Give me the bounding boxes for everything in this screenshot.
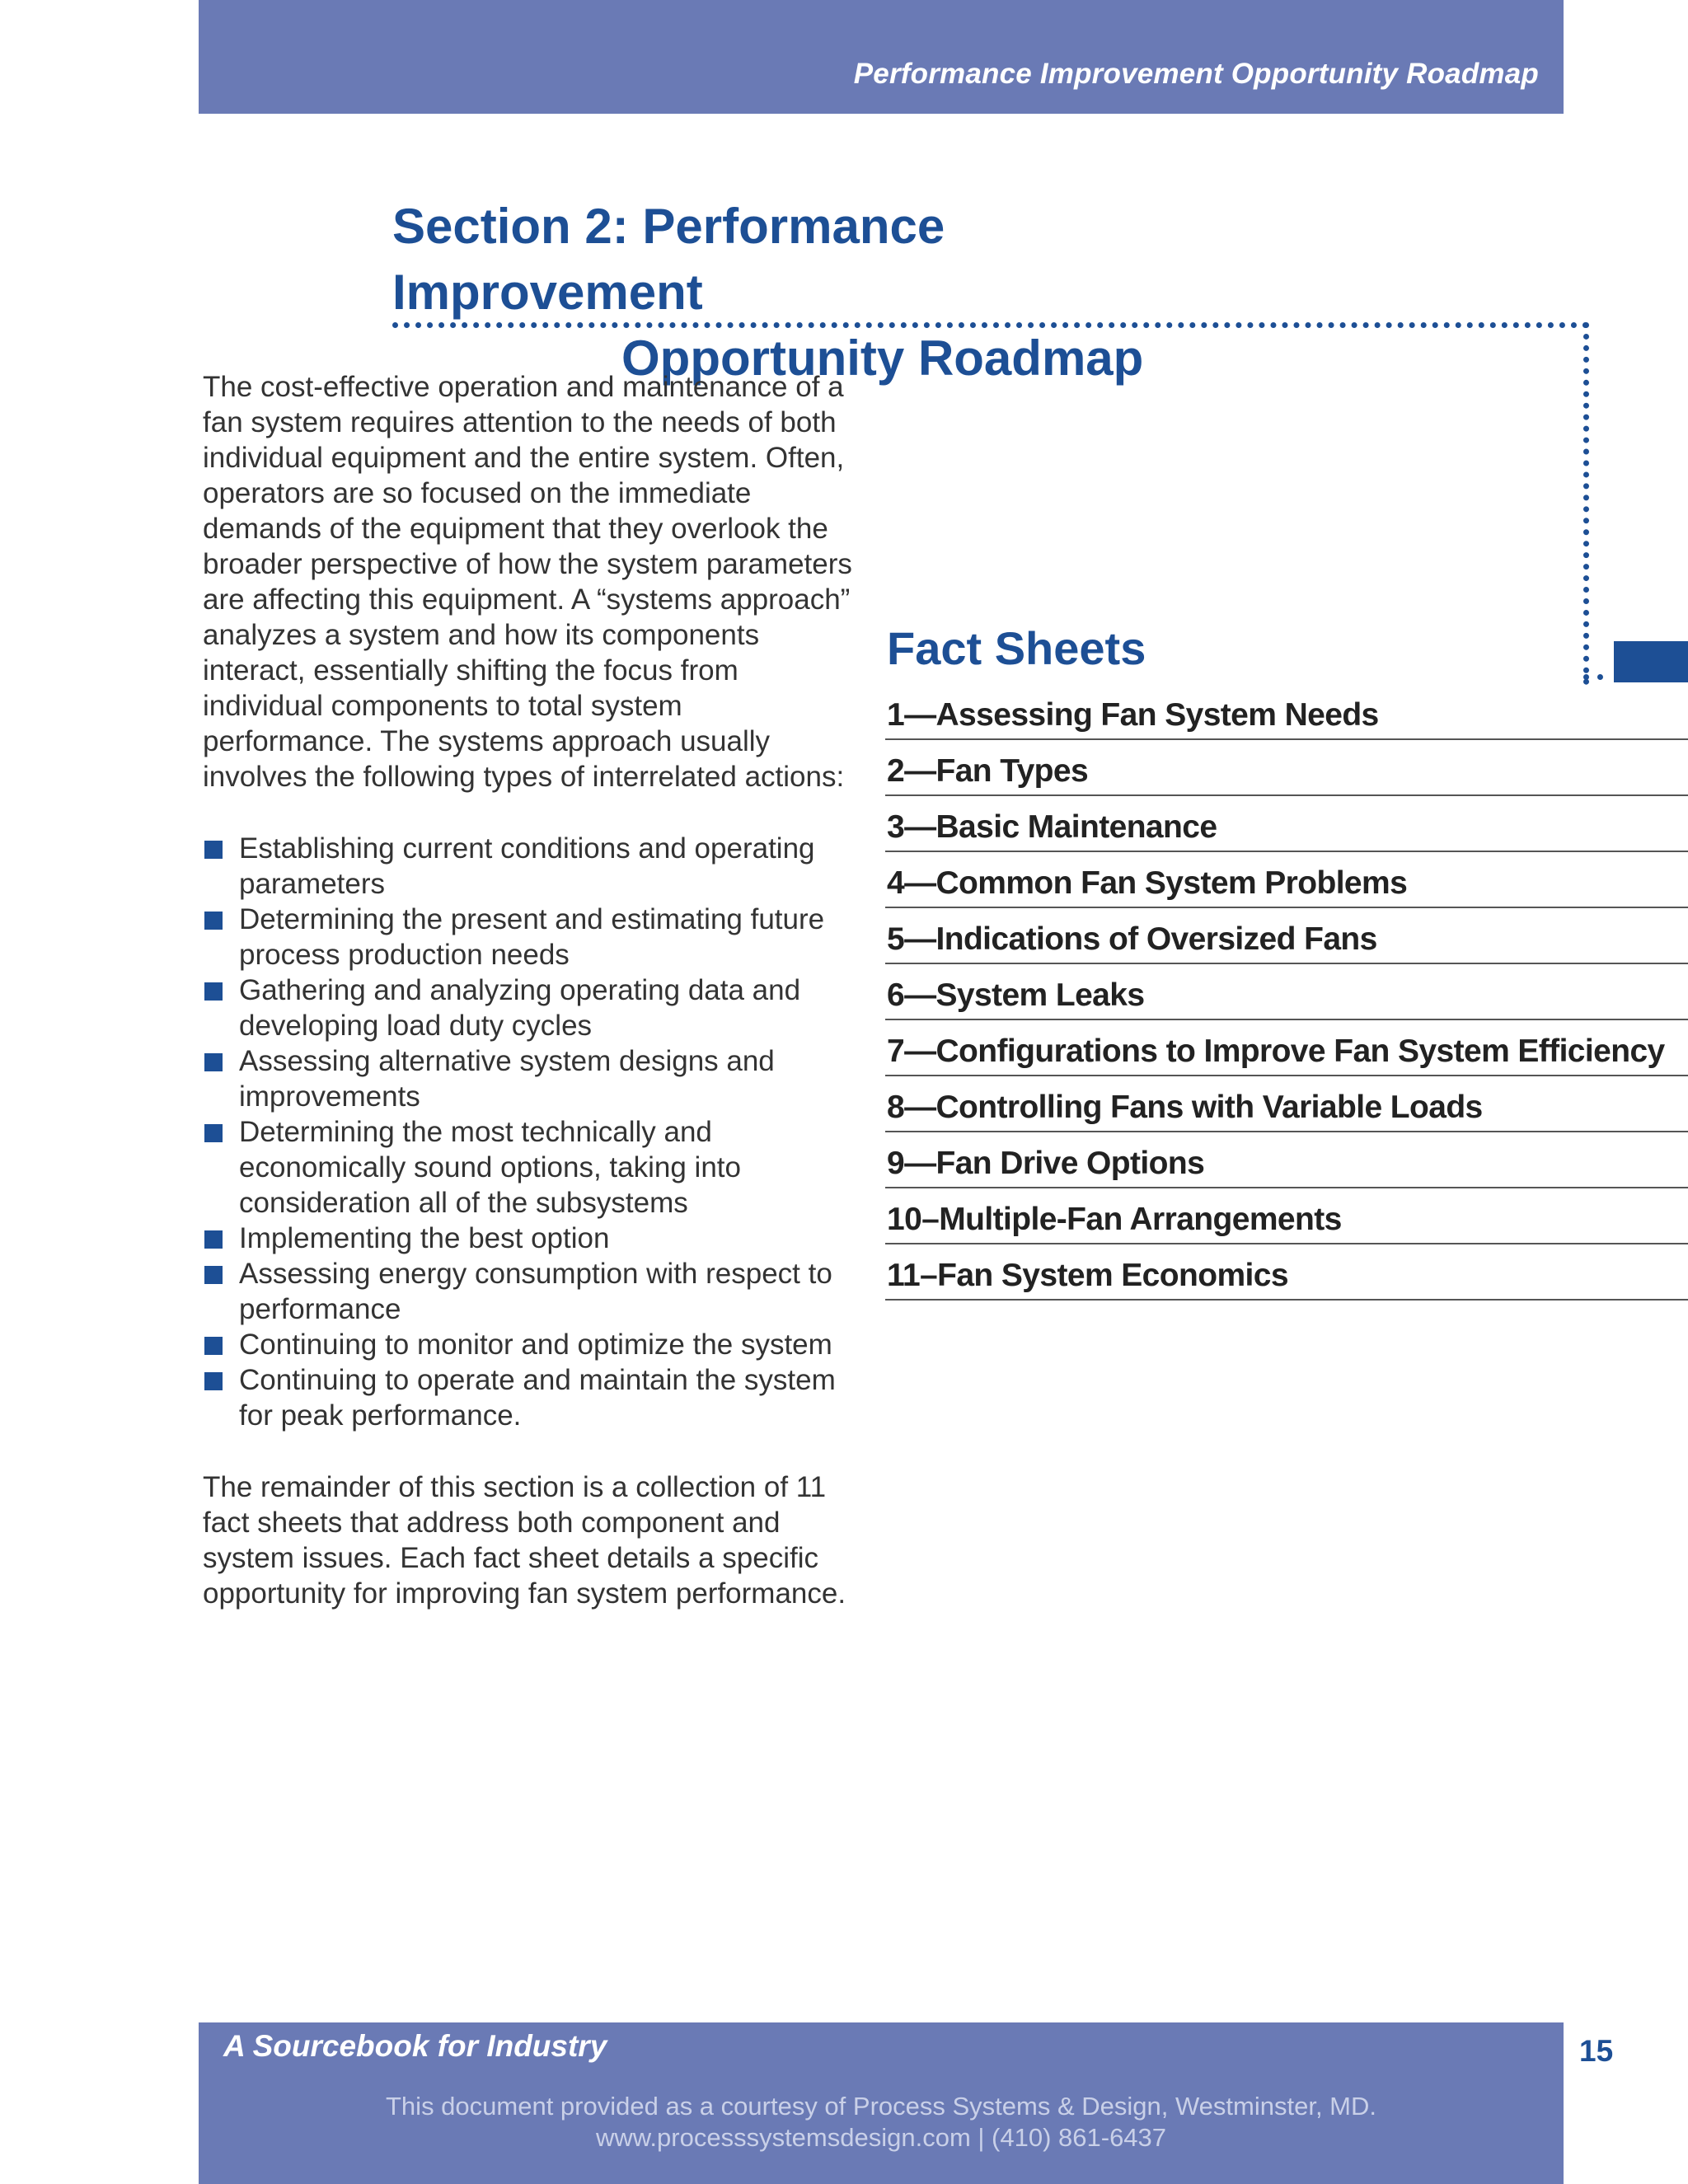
action-list-item	[203, 902, 854, 972]
fact-sheet-item[interactable]: 10–Multiple-Fan Arrangements	[885, 1188, 1688, 1244]
square-bullet-icon	[204, 912, 223, 930]
fact-sheet-item[interactable]: 2—Fan Types	[885, 740, 1688, 796]
action-list-item	[203, 972, 854, 1043]
square-bullet-icon	[204, 1266, 223, 1284]
dotted-rule-horizontal	[392, 322, 1589, 328]
footer-band	[199, 2022, 1564, 2184]
body-text-column	[203, 369, 854, 1611]
action-list-item	[203, 1362, 854, 1433]
fact-sheet-item[interactable]: 5—Indications of Oversized Fans	[885, 908, 1688, 964]
action-list-item	[203, 1327, 854, 1362]
section-title-line1: Section 2: Performance Improvement	[392, 199, 945, 320]
square-bullet-icon	[204, 1372, 223, 1390]
action-list-text: Determining the most technically and economically sound options, taking into consideration all of the subsystems	[239, 1116, 741, 1219]
square-bullet-icon	[204, 1337, 223, 1355]
action-list-text: Gathering and analyzing operating data and developing load duty cycles	[239, 974, 801, 1042]
action-list-text: Implementing the best option	[239, 1222, 610, 1254]
section-title-line2: Opportunity Roadmap	[621, 330, 1144, 386]
fact-sheet-item[interactable]: 8—Controlling Fans with Variable Loads	[885, 1076, 1688, 1132]
action-list-text: Establishing current conditions and operating parameters	[239, 832, 815, 900]
fact-sheet-item[interactable]: 7—Configurations to Improve Fan System Efficiency	[885, 1020, 1688, 1076]
action-list-text: Assessing energy consumption with respect to performance	[239, 1258, 832, 1325]
square-bullet-icon	[204, 1053, 223, 1071]
square-bullet-icon	[204, 982, 223, 1001]
intro-paragraph: The cost-effective operation and maintenance of a fan system requires attention to the needs of both individual equipment and the entire system. Often, operators are so focused on the immediate demands of the equipment that they overlook the broader perspective of how the system parameters are affecting this equipment. A “systems approach” analyzes a system and how its components interact, essentially shifting the focus from individual components to total system performance. The systems approach usually involves the following types of interrelated actions:	[203, 371, 852, 793]
fact-sheets-heading: Fact Sheets	[887, 622, 1146, 674]
action-list-text: Determining the present and estimating future process production needs	[239, 903, 825, 971]
credit-line-1: This document provided as a courtesy of Process Systems & Design, Westminster, MD.	[386, 2092, 1376, 2121]
square-bullet-icon	[204, 1124, 223, 1142]
header-band	[199, 0, 1564, 114]
action-list-item	[203, 1256, 854, 1327]
fact-sheet-item[interactable]: 6—System Leaks	[885, 964, 1688, 1020]
fact-sheet-item[interactable]: 11–Fan System Economics	[885, 1244, 1688, 1301]
section-tab-marker	[1614, 641, 1688, 682]
page-number: 15	[1579, 2034, 1614, 2068]
credit-line-2: www.processsystemsdesign.com | (410) 861-6437	[595, 2123, 1167, 2152]
square-bullet-icon	[204, 841, 223, 859]
action-list-item	[203, 1114, 854, 1221]
action-list-text: Continuing to monitor and optimize the system	[239, 1329, 832, 1361]
fact-sheets-list	[885, 684, 1688, 1301]
book-title: A Sourcebook for Industry	[223, 2029, 607, 2063]
fact-sheet-item[interactable]: 1—Assessing Fan System Needs	[885, 684, 1688, 740]
action-list-text: Continuing to operate and maintain the system for peak performance.	[239, 1364, 836, 1432]
action-list	[203, 831, 854, 1433]
fact-sheet-item[interactable]: 3—Basic Maintenance	[885, 796, 1688, 852]
action-list-item	[203, 831, 854, 902]
fact-sheet-item[interactable]: 9—Fan Drive Options	[885, 1132, 1688, 1188]
fact-sheet-item[interactable]: 4—Common Fan System Problems	[885, 852, 1688, 908]
action-list-text: Assessing alternative system designs and improvements	[239, 1045, 775, 1113]
action-list-item	[203, 1221, 854, 1256]
running-title: Performance Improvement Opportunity Roadmap	[853, 58, 1539, 90]
action-list-item	[203, 1043, 854, 1114]
square-bullet-icon	[204, 1230, 223, 1249]
closing-paragraph: The remainder of this section is a collection of 11 fact sheets that address both component and system issues. Each fact sheet details a specific opportunity for improving fan system performance.	[203, 1471, 846, 1610]
dotted-rule-end	[1583, 674, 1603, 680]
section-title	[392, 194, 1217, 391]
dotted-rule-vertical	[1583, 322, 1589, 685]
